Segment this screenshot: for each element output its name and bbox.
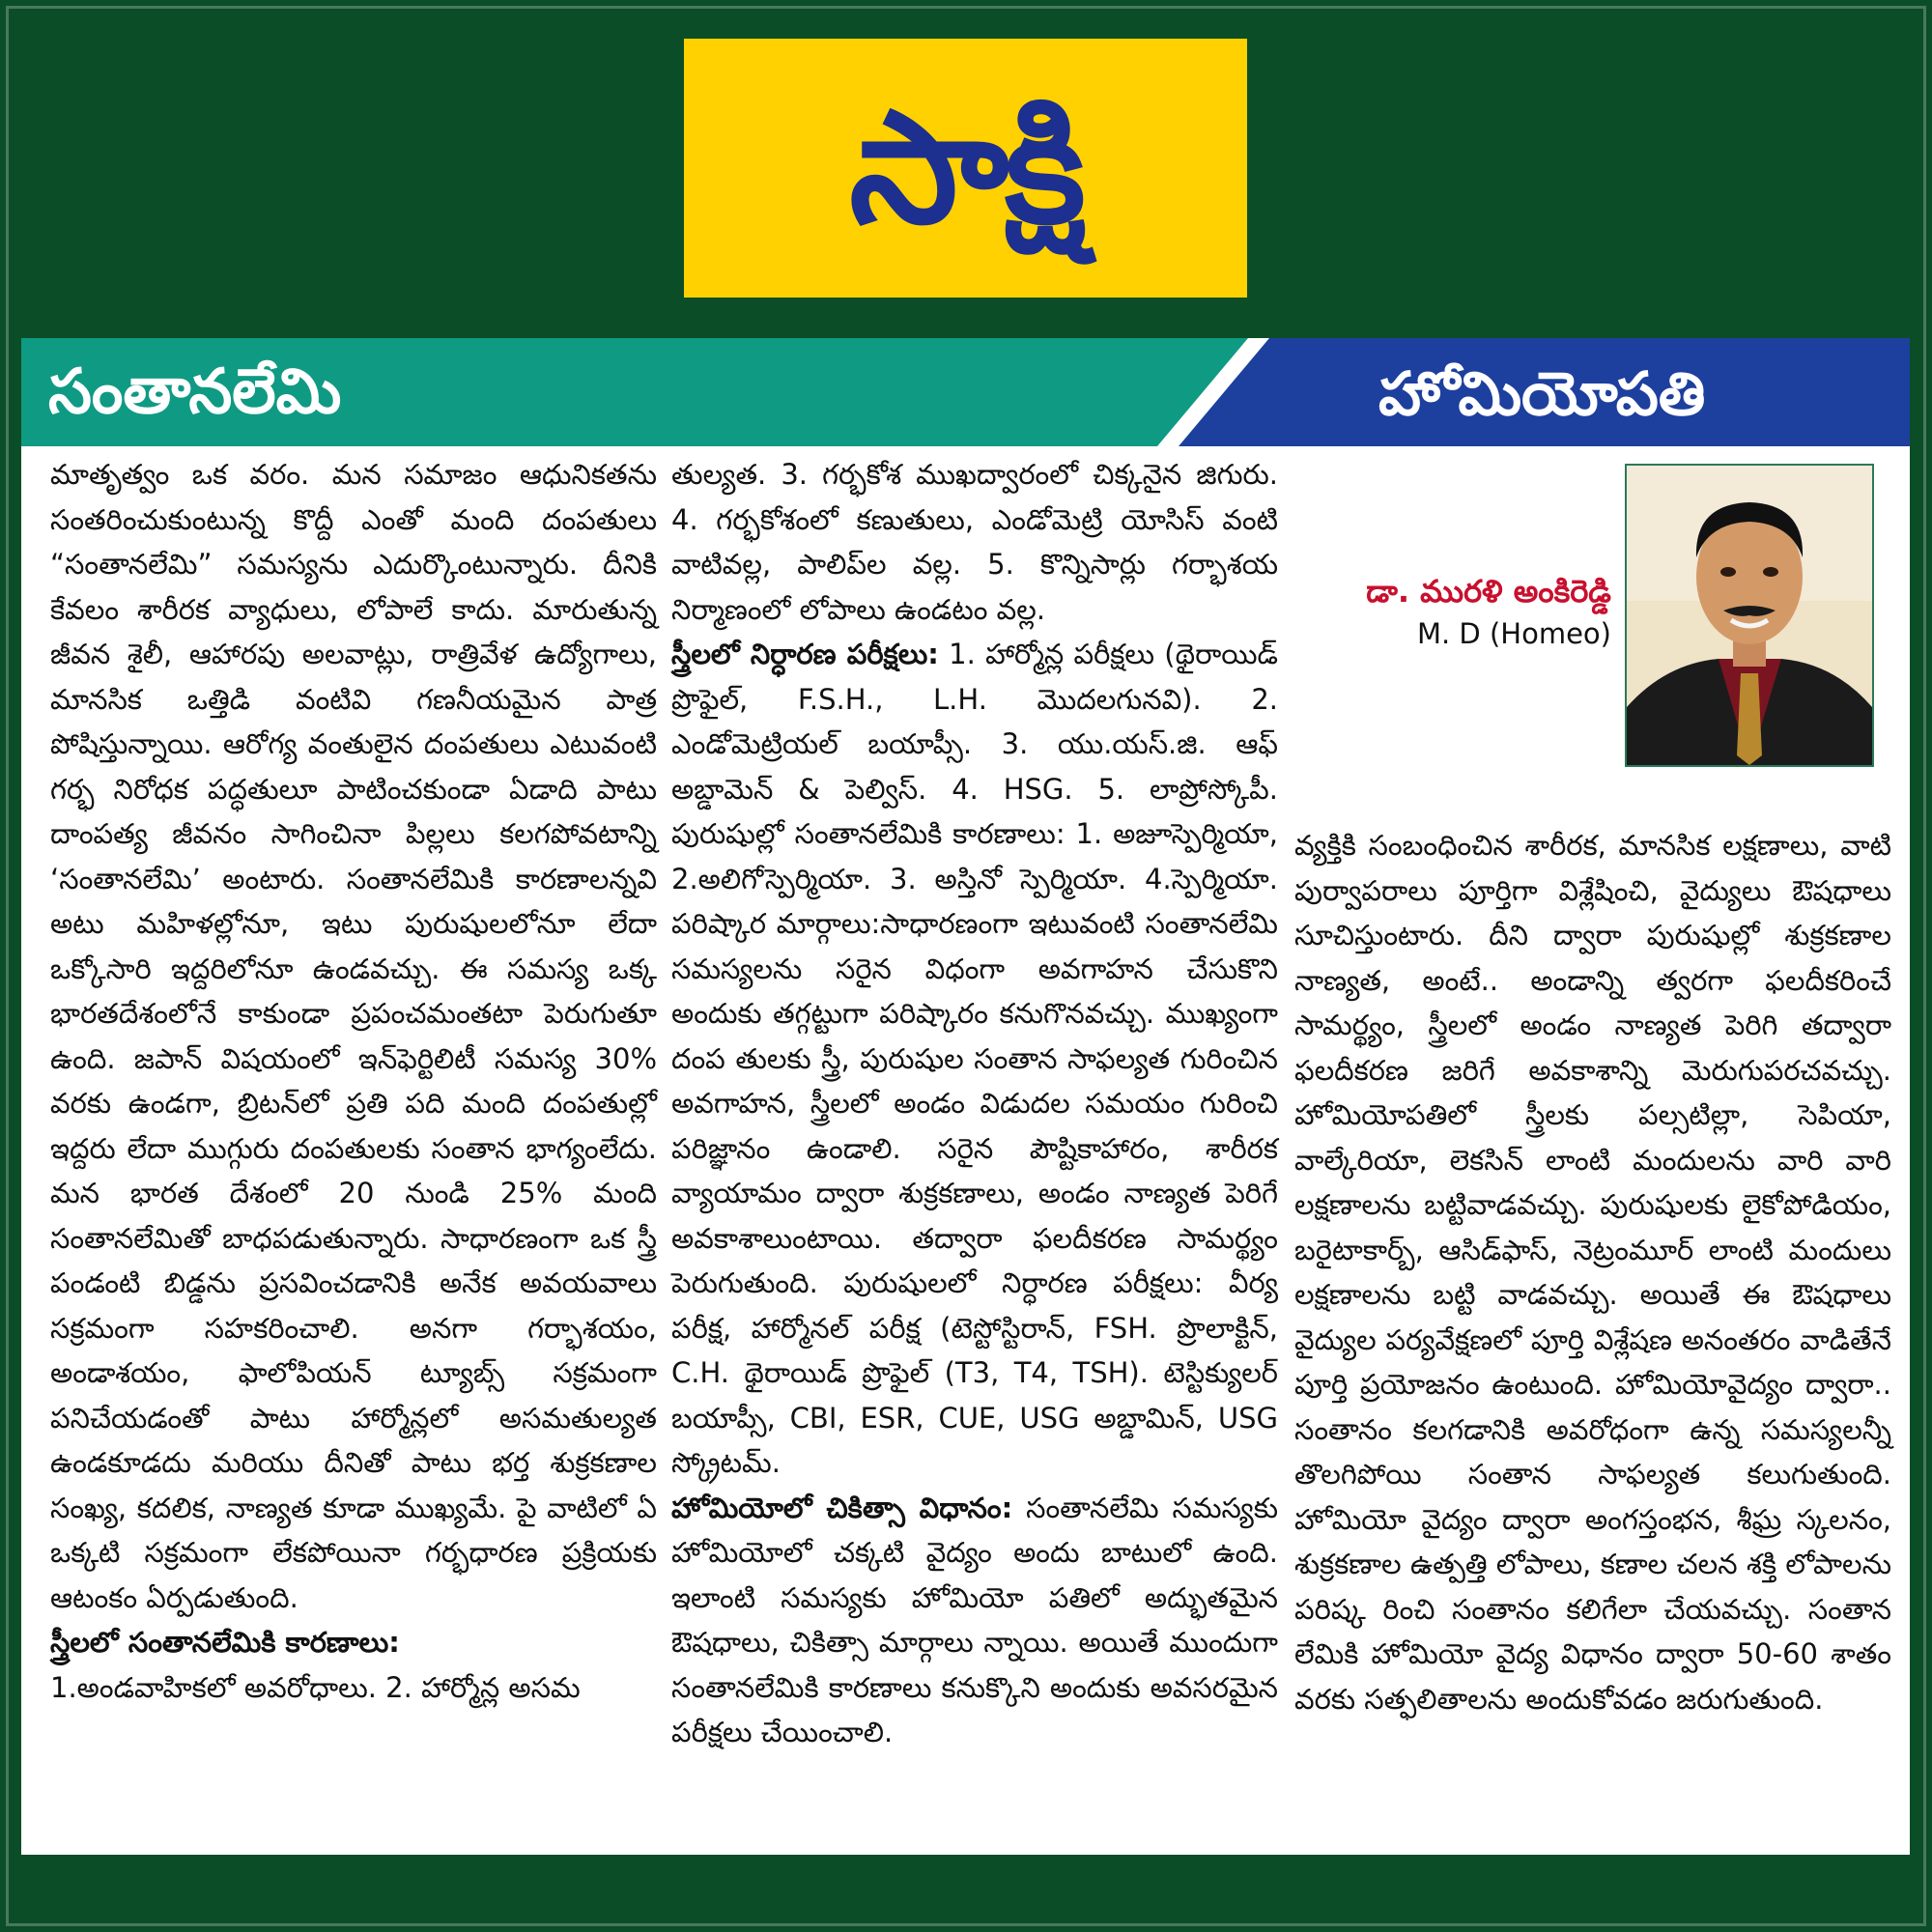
- treatment-text: సంతానలేమి సమస్యకు హోమియోలో చక్కటి వైద్యం అందు బాటులో ఉంది. ఇలాంటి సమస్యకు హోమియో పతిలో అద్భుతమైన ఔషధాలు, చికిత్సా మార్గాలు న్నాయి. అయితే ముందుగా సంతానలేమికి కారణాలు కనుక్కొని అందుకు అవసరమైన పరీక్షలు చేయించాలి.: [671, 1491, 1278, 1748]
- category-title: హోమియోపతి: [1378, 358, 1706, 429]
- section-title: సంతానలేమి: [48, 356, 342, 428]
- diagnosis-text: 1. హార్మోన్ల పరీక్షలు (థైరాయిడ్ ప్రొఫైల్, F.S.H., L.H. మొదలగునవి). 2. ఎండోమెట్రియల్ బయాప్సీ. 3. యు.యస్.జి. ఆఫ్ అబ్డామెన్ & పెల్విస్. 4. HSG. 5. లాప్రోస్కోపీ. పురుషుల్లో సంతానలేమికి కారణాలు: 1. అజూస్పెర్మియా, 2.అలిగోస్పెర్మియా. 3. అస్తినో స్పెర్మియా. 4.స్పెర్మియా. పరిష్కార మార్గాలు:సాధారణంగా ఇటువంటి సంతానలేమి సమస్యలను సరైన విధంగా అవగాహన చేసుకొని అందుకు తగ్గట్టుగా పరిష్కారం కనుగొనవచ్చు. ముఖ్యంగా దంప తులకు స్త్రీ, పురుషుల సంతాన సాఫల్యత గురించిన అవగాహన, స్త్రీలలో అండం విడుదల సమయం గురించి పరిజ్ఞానం ఉండాలి. సరైన పౌష్టికాహారం, శారీరక వ్యాయామం ద్వారా శుక్రకణాలు, అండం నాణ్యత పెరిగే అవకాశాలుంటాయి. తద్వారా ఫలదీకరణ సామర్థ్యం పెరుగుతుంది. పురుషులలో నిర్ధారణ పరీక్షలు: వీర్య పరీక్ష, హార్మోనల్ పరీక్ష (టెస్టోస్టిరాన్, FSH. ప్రొలాక్టిన్, C.H. థైరాయిడ్ ప్రొఫైల్ (T3, T4, TSH). టెస్టిక్యులర్ బయాప్సీ, CBI, ESR, CUE, USG అబ్డామిన్, USG స్క్రోటమ్.: [671, 638, 1279, 1479]
- column-2: [671, 452, 1278, 1755]
- masthead-logo: [684, 39, 1247, 298]
- column-1: [50, 452, 657, 1710]
- treatment-paragraph: [671, 1486, 1278, 1755]
- article-header: [21, 338, 1910, 446]
- article-panel: [21, 338, 1910, 1855]
- author-byline: [1277, 570, 1611, 655]
- body-paragraph: వ్యక్తికి సంబంధించిన శారీరక, మానసిక లక్షణాలు, వాటి పుర్వాపరాలు పూర్తిగా విశ్లేషించి, వైద్యులు ఔషధాలు సూచిస్తుంటారు. దీని ద్వారా పురుషుల్లో శుక్రకణాల నాణ్యత, అంటే.. అండాన్ని త్వరగా ఫలదీకరించే సామర్థ్యం, స్త్రీలలో అండం నాణ్యత పెరిగి తద్వారా ఫలదీకరణ జరిగే అవకాశాన్ని మెరుగుపరచవచ్చు. హోమియోపతిలో స్త్రీలకు పల్సటిల్లా, సెపియా, వాల్కేరియా, లెకసిన్ లాంటి మందులను వారి వారి లక్షణాలను బట్టివాడవచ్చు. పురుషులకు లైకోపోడియం, బరైటాకార్బ్, ఆసిడ్‌ఫాస్, నెట్రంమూర్ లాంటి మందులు లక్షణాలను బట్టి వాడవచ్చు. అయితే ఈ ఔషధాలు వైద్యుల పర్యవేక్షణలో పూర్తి విశ్లేషణ అనంతరం వాడితేనే పూర్తి ప్రయోజనం ఉంటుంది. హోమియోవైద్యం ద్వారా.. సంతానం కలగడానికి అవరోధంగా ఉన్న సమస్యలన్నీ తొలగిపోయి సంతాన సాఫల్యత కలుగుతుంది. హోమియో వైద్యం ద్వారా అంగస్తంభన, శీఘ్ర స్కలనం, శుక్రకణాల ఉత్పత్తి లోపాలు, కణాల చలన శక్తి లోపాలను పరిష్క రించి సంతానం కలిగేలా చేయవచ్చు. సంతాన లేమికి హోమియో వైద్య విధానం ద్వారా 50-60 శాతం వరకు సత్ఫలితాలను అందుకోవడం జరుగుతుంది.: [1294, 829, 1891, 1716]
- subheading-diagnosis-women: స్త్రీలలో నిర్ధారణ పరీక్షలు:: [671, 638, 939, 670]
- column-3: [1294, 823, 1891, 1721]
- author-degree: M. D (Homeo): [1416, 617, 1611, 650]
- subheading-homeo-treatment: హోమియోలో చికిత్సా విధానం:: [671, 1491, 1013, 1524]
- body-paragraph: 1.అండవాహికలో అవరోధాలు. 2. హార్మోన్ల అసమ: [50, 1670, 581, 1704]
- logo-text: సాక్షి: [849, 77, 1082, 258]
- author-name: డా. మురళి అంకిరెడ్డి: [1366, 573, 1611, 610]
- author-photo: [1625, 464, 1874, 767]
- diagnosis-paragraph: [671, 632, 1278, 1486]
- author-portrait-image: [1627, 466, 1872, 765]
- body-paragraph: తుల్యత. 3. గర్భకోశ ముఖద్వారంలో చిక్కనైన జిగురు. 4. గర్భకోశంలో కణుతులు, ఎండోమెట్రి యోసిస్ వంటి వాటివల్ల, పాలిప్‌ల వల్ల. 5. కొన్నిసార్లు గర్భాశయ నిర్మాణంలో లోపాలు ఉండటం వల్ల.: [671, 458, 1278, 626]
- body-paragraph: మాతృత్వం ఒక వరం. మన సమాజం ఆధునికతను సంతరించుకుంటున్న కొద్దీ ఎంతో మంది దంపతులు “సంతానలేమి” సమస్యను ఎదుర్కొంటున్నారు. దీనికి కేవలం శారీరక వ్యాధులు, లోపాలే కాదు. మారుతున్న జీవన శైలీ, ఆహారపు అలవాట్లు, రాత్రివేళ ఉద్యోగాలు, మానసిక ఒత్తిడి వంటివి గణనీయమైన పాత్ర పోషిస్తున్నాయి. ఆరోగ్య వంతులైన దంపతులు ఎటువంటి గర్భ నిరోధక పద్ధతులూ పాటించకుండా ఏడాది పాటు దాంపత్య జీవనం సాగించినా పిల్లలు కలగపోవటాన్ని ‘సంతానలేమి’ అంటారు. సంతానలేమికి కారణాలన్నవి అటు మహిళల్లోనూ, ఇటు పురుషులలోనూ లేదా ఒక్కోసారి ఇద్దరిలోనూ ఉండవచ్చు. ఈ సమస్య ఒక్క భారతదేశంలోనే కాకుండా ప్రపంచమంతటా పెరుగుతూ ఉంది. జపాన్ విషయంలో ఇన్‌ఫెర్టిలిటీ సమస్య 30% వరకు ఉండగా, బ్రిటన్‌లో ప్రతి పది మంది దంపతుల్లో ఇద్దరు లేదా ముగ్గురు దంపతులకు సంతాన భాగ్యంలేదు. మన భారత దేశంలో 20 నుండి 25% మంది సంతానలేమితో బాధపడుతున్నారు. సాధారణంగా ఒక స్త్రీ పండంటి బిడ్డను ప్రసవించడానికి అనేక అవయవాలు సక్రమంగా సహకరించాలి. అనగా గర్భాశయం, అండాశయం, ఫాలోపియన్ ట్యూబ్స్ సక్రమంగా పనిచేయడంతో పాటు హార్మోన్లలో అసమతుల్యత ఉండకూడదు మరియు దీనితో పాటు భర్త శుక్రకణాల సంఖ్య, కదలిక, నాణ్యత కూడా ముఖ్యమే. పై వాటిలో ఏ ఒక్కటి సక్రమంగా లేకపోయినా గర్భధారణ ప్రక్రియకు ఆటంకం ఏర్పడుతుంది.: [50, 458, 657, 1614]
- subheading-causes-women: స్త్రీలలో సంతానలేమికి కారణాలు:: [50, 1626, 400, 1659]
